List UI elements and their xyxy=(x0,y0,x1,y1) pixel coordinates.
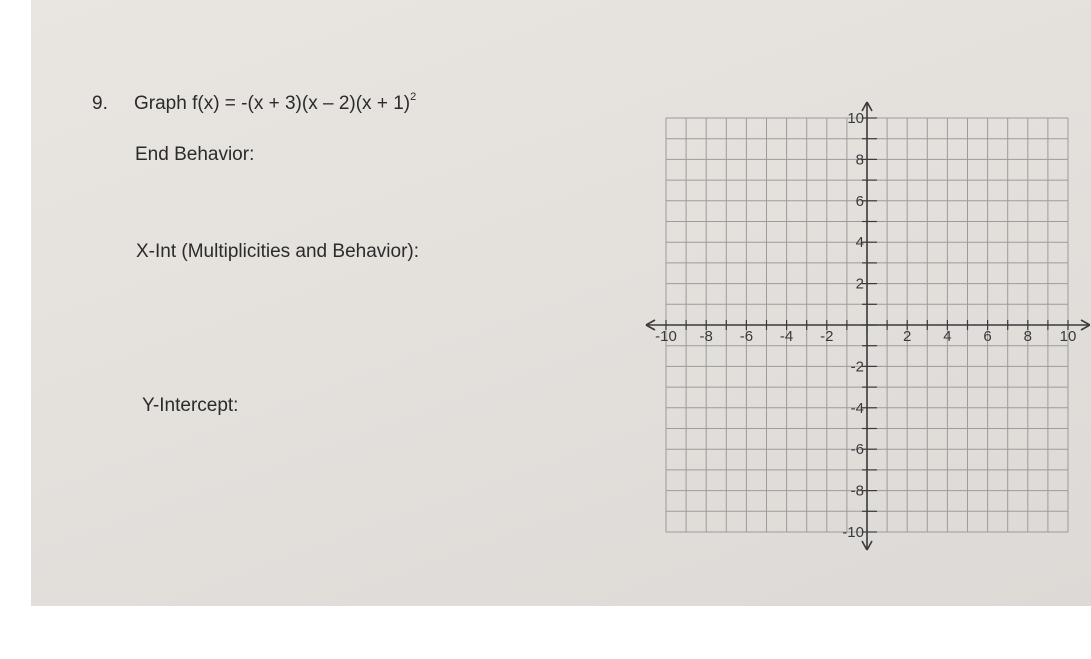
axes xyxy=(646,102,1090,550)
x-tick-label: -2 xyxy=(820,328,834,345)
x-tick-label: 2 xyxy=(903,328,912,345)
x-intercept-label: X-Int (Multiplicities and Behavior): xyxy=(136,241,419,262)
y-tick-label: 8 xyxy=(855,151,864,169)
x-tick-label: 4 xyxy=(943,328,952,345)
function-exponent: 2 xyxy=(410,91,417,103)
x-tick-label: 10 xyxy=(1059,328,1077,345)
x-tick-label: 6 xyxy=(983,328,992,345)
y-tick-label: -4 xyxy=(850,399,864,417)
x-tick-label: -8 xyxy=(699,328,713,345)
x-tick-label: -4 xyxy=(779,328,794,345)
x-tick-label: 8 xyxy=(1023,328,1032,345)
y-tick-label: -6 xyxy=(850,441,864,459)
question-number: 9. xyxy=(92,93,108,114)
coordinate-grid xyxy=(636,96,1090,558)
function-text: Graph f(x) = -(x + 3)(x – 2)(x + 1) xyxy=(134,93,411,114)
y-tick-label: 10 xyxy=(847,110,864,127)
end-behavior-label: End Behavior: xyxy=(135,144,255,165)
y-intercept-label: Y-Intercept: xyxy=(142,395,239,416)
x-tick-label: -6 xyxy=(739,328,754,345)
y-tick-label: 2 xyxy=(855,275,864,293)
question-prompt xyxy=(134,93,416,115)
y-tick-label: 6 xyxy=(855,192,864,210)
y-tick-label: 4 xyxy=(855,234,864,252)
y-tick-label: -2 xyxy=(850,358,864,376)
y-tick-label: -10 xyxy=(842,524,864,541)
x-tick-label: -10 xyxy=(655,328,677,345)
y-tick-label: -8 xyxy=(850,482,864,500)
